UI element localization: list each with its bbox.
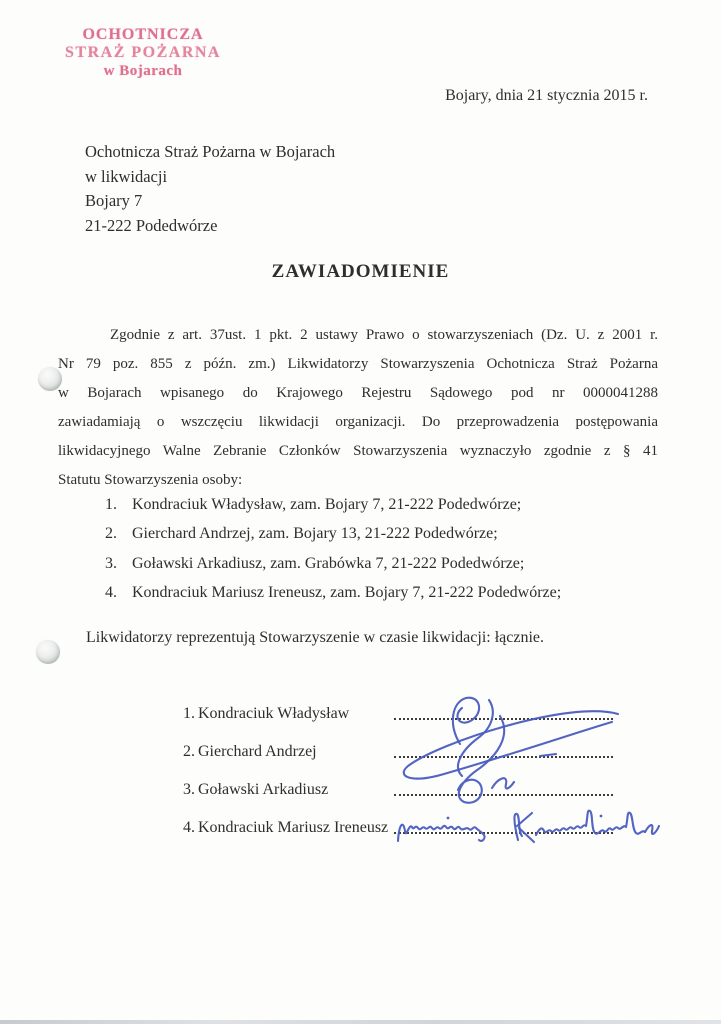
list-item [105,519,561,548]
organization-stamp [64,26,222,80]
list-item [105,549,561,578]
list-item [105,490,561,519]
signature-name: Goławski Arkadiusz [198,781,329,798]
signature-row [183,742,317,762]
body-line: zawiadamiają o wszczęciu likwidacji organizacji. Do przeprowadzenia postępowania [58,414,658,430]
body-line: w Bojarach wpisanego do Krajowego Rejestru Sądowego pod nr 0000041288 [58,385,658,401]
signature-name: Gierchard Andrzej [198,743,317,760]
signature-name: Kondraciuk Władysław [198,705,350,722]
signature-row [183,704,349,724]
signature-flourish-ink [492,778,514,788]
list-item-number: 4. [105,583,117,601]
body-paragraph [58,321,658,495]
sender-line: Bojary 7 [85,191,143,210]
signature-row [183,818,388,838]
signature-row [183,780,328,800]
signature-handwritten-name [645,825,659,834]
list-item-text: Kondraciuk Mariusz Ireneusz, zam. Bojary 7, 21-222 Podedwórze; [132,583,562,601]
list-item [105,578,561,607]
signature-flourish-ink [540,754,556,756]
list-item-number: 1. [105,496,117,513]
ink-i-dot [447,817,450,820]
hole-punch [36,640,60,664]
signature-flourish-ink [453,698,479,744]
signature-number: 3. [183,781,195,798]
date-line: Bojary, dnia 21 stycznia 2015 r. [445,87,648,104]
hole-punch [38,367,62,391]
sender-line: 21-222 Podedwórze [85,215,218,235]
signature-name: Kondraciuk Mariusz Ireneusz [198,819,389,836]
list-item-number: 3. [105,554,117,572]
signature-number: 2. [183,743,195,760]
signature-handwritten-name [514,814,522,840]
list-item-text: Gierchard Andrzej, zam. Bojary 13, 21-222 Podedwórze; [132,525,498,543]
stamp-line-3: w Bojarach [103,63,183,79]
signature-handwritten-name [536,811,645,835]
body-line: Nr 79 poz. 855 z późn. zm.) Likwidatorzy Stowarzyszenia Ochotnicza Straż Pożarna [58,356,658,372]
scan-edge-artifact [0,1020,721,1024]
sender-line: w likwidacji [85,166,168,186]
list-item-text: Goławski Arkadiusz, zam. Grabówka 7, 21-222 Podedwórze; [132,554,525,572]
signature-handwritten-name [517,813,534,842]
body-line: Statutu Stowarzyszenia osoby: [58,472,243,488]
document-title: ZAWIADOMIENIE [271,261,450,282]
stamp-line-1: OCHOTNICZA [82,26,204,43]
list-item-number: 2. [105,525,117,543]
signature-number: 4. [183,819,195,836]
body-line: Zgodnie z art. 37ust. 1 pkt. 2 ustawy Prawo o stowarzyszeniach (Dz. U. z 2001 r. [110,327,658,343]
closing-line: Likwidatorzy reprezentują Stowarzyszenie w czasie likwidacji: łącznie. [86,629,545,646]
body-line: likwidacyjnego Walne Zebranie Członków Stowarzyszenia wyznaczyło zgodnie z § 41 [58,443,658,459]
signature-handwritten-name [398,825,485,841]
handwritten-signatures-ink [380,685,670,855]
signature-number: 1. [183,705,195,722]
sender-line: Ochotnicza Straż Pożarna w Bojarach [85,142,336,161]
signature-flourish-ink [404,711,618,778]
stamp-line-2: STRAŻ POŻARNA [65,44,221,61]
liquidators-list [105,490,561,607]
ink-i-dot [600,815,603,818]
sender-address-block [85,140,335,238]
list-item-text: Kondraciuk Władysław, zam. Bojary 7, 21-222 Podedwórze; [132,496,522,513]
